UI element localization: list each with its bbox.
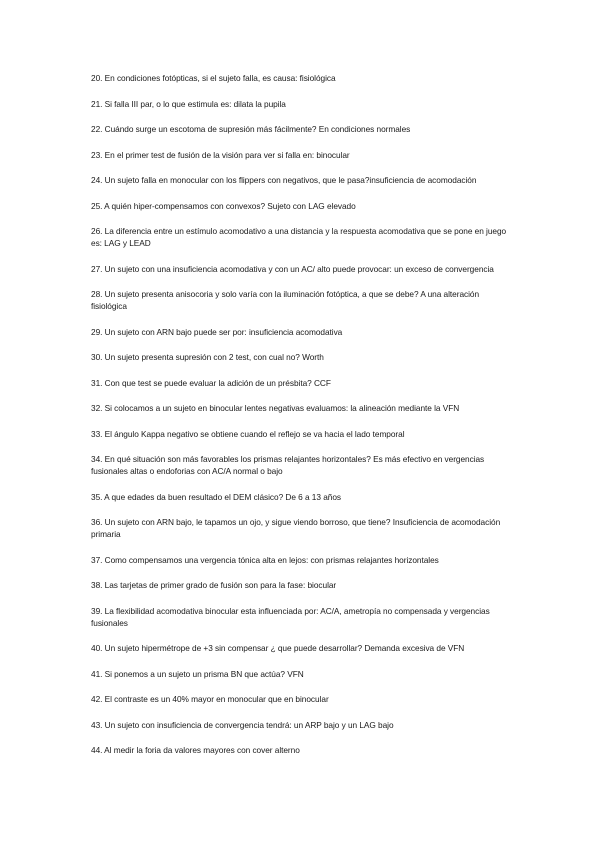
question-item-29: 29. Un sujeto con ARN bajo puede ser por: insuficiencia acomodativa	[91, 326, 343, 337]
question-item-42: 42. El contraste es un 40% mayor en monocular que en binocular	[91, 694, 329, 704]
question-list	[91, 72, 511, 770]
question-item-34: 34. En qué situación son más favorables los prismas relajantes horizontales? Es más efectivo en vergencias fusionales altas o endoforias con AC/A normal o bajo	[91, 454, 485, 476]
question-item-31: 31. Con que test se puede evaluar la adición de un présbita? CCF	[91, 377, 331, 388]
question-item-24: 24. Un sujeto falla en monocular con los flippers con negativos, que le pasa?insuficiencia de acomodación	[91, 175, 477, 185]
question-item-25: 25. A quién hiper-compensamos con convexos? Sujeto con LAG elevado	[91, 200, 356, 211]
question-item-26: 26. La diferencia entre un estímulo acomodativo a una distancia y la respuesta acomodativa que se pone en juego es: LAG y LEAD	[91, 226, 507, 248]
question-item-44: 44. Al medir la foria da valores mayores con cover alterno	[91, 745, 300, 755]
question-item-28: 28. Un sujeto presenta anisocoria y solo varía con la iluminación fotóptica, a que se debe? A una alteración fisiológica	[91, 289, 480, 311]
question-item-38: 38. Las tarjetas de primer grado de fusión son para la fase: biocular	[91, 580, 337, 590]
question-item-43: 43. Un sujeto con insuficiencia de convergencia tendrá: un ARP bajo y un LAG bajo	[91, 719, 394, 730]
question-item-27: 27. Un sujeto con una insuficiencia acomodativa y con un AC/ alto puede provocar: un exceso de convergencia	[91, 263, 494, 274]
question-item-33: 33. El ángulo Kappa negativo se obtiene cuando el reflejo se va hacia el lado temporal	[91, 428, 405, 439]
question-item-32: 32. Si colocamos a un sujeto en binocular lentes negativas evaluamos: la alineación mediante la VFN	[91, 403, 460, 413]
question-item-37: 37. Como compensamos una vergencia tónica alta en lejos: con prismas relajantes horizontales	[91, 554, 439, 565]
question-item-36: 36. Un sujeto con ARN bajo, le tapamos un ojo, y sigue viendo borroso, que tiene? Insuficiencia de acomodación primaria	[91, 517, 501, 539]
question-item-22: 22. Cuándo surge un escotoma de supresión más fácilmente? En condiciones normales	[91, 124, 411, 134]
question-item-40: 40. Un sujeto hipermétrope de +3 sin compensar ¿ que puede desarrollar? Demanda excesiva de VFN	[91, 643, 465, 653]
question-item-21: 21. Si falla III par, o lo que estimula es: dilata la pupila	[91, 98, 286, 109]
question-item-39: 39. La flexibilidad acomodativa binocular esta influenciada por: AC/A, ametropía no compensada y vergencias fusionales	[91, 605, 490, 628]
question-item-35: 35. A que edades da buen resultado el DEM clásico? De 6 a 13 años	[91, 491, 341, 502]
question-item-30: 30. Un sujeto presenta supresión con 2 test, con cual no? Worth	[91, 352, 324, 362]
question-item-41: 41. Si ponemos a un sujeto un prisma BN que actúa? VFN	[91, 668, 304, 679]
question-item-20: 20. En condiciones fotópticas, si el sujeto falla, es causa: fisiológica	[91, 73, 336, 83]
question-item-23: 23. En el primer test de fusión de la visión para ver si falla en: binocular	[91, 149, 350, 160]
